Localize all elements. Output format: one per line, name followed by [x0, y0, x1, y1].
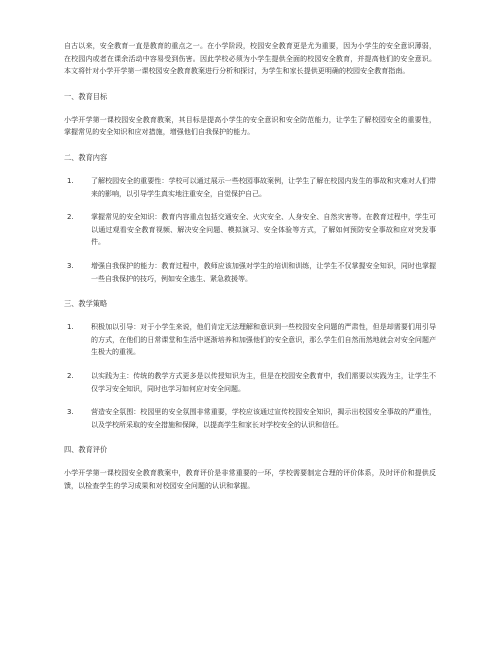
list-text: 以实践为主：传统的教学方式更多是以传授知识为主，但是在校园安全教育中，我们需要以实践为主，让学生不仅学习安全知识，同时也学习如何应对安全问题。: [91, 371, 436, 393]
list-number: 3.: [67, 408, 74, 417]
list-item: [64, 211, 436, 249]
intro-paragraph: 自古以来，安全教育一直是教育的重点之一。在小学阶段，校园安全教育更是尤为重要，因为小学生的安全意识薄弱，在校园内或者在课余活动中容易受到伤害。因此学校必须为小学生提供全面的校园安全教育，并提高他们的安全意识。本文将针对小学开学第一课校园安全教育教案进行分析和探讨，为学生和家长提供更明确的校园安全教育指南。: [64, 42, 436, 76]
list-text: 营造安全氛围：校园里的安全氛围非常重要，学校应该通过宣传校园安全知识，揭示出校园安全事故的严重性，以及学校所采取的安全措施和保障，以提高学生和家长对学校安全的认识和信任。: [91, 408, 436, 429]
section-heading-strategy: 三、教学策略: [64, 299, 108, 309]
section-heading-content: 二、教育内容: [64, 152, 108, 162]
list-item: [64, 321, 436, 359]
list-item: [64, 370, 436, 395]
list-item: [64, 260, 436, 285]
list-text: 积极加以引导：对于小学生来说，他们肯定无法理解和意识到一些校园安全问题的严肃性，但是却需要们用引导的方式，在他们的日常课堂和生活中逐渐培养和加强他们的安全意识，那么学生们自然而然地就会对安全问题产生极大的重视。: [91, 323, 436, 357]
list-item: [64, 175, 436, 200]
list-number: 2.: [67, 213, 74, 222]
list-number: 1.: [67, 323, 74, 332]
list-text: 了解校园安全的重要性：学校可以通过展示一些校园事故案例，让学生了解在校园内发生的事故和灾难对人们带来的影响，以引导学生真实地注重安全，自觉保护自己。: [91, 176, 436, 198]
list-number: 1.: [67, 176, 74, 185]
list-text: 掌握常见的安全知识：教育内容重点包括交通安全、火灾安全、人身安全、自然灾害等。在教育过程中，学生可以通过观看安全教育视频、解决安全问题、模拟演习、安全体验等方式，了解如何预防安全事故和应对突发事件。: [91, 213, 436, 247]
section-heading-evaluation: 四、教育评价: [64, 445, 108, 455]
list-number: 2.: [67, 371, 74, 380]
list-item: [64, 406, 436, 431]
section-heading-goals: 一、教育目标: [64, 91, 108, 101]
section-paragraph-goals: 小学开学第一课校园安全教育教案，其目标是提高小学生的安全意识和安全防范能力，让学生了解校园安全的重要性，掌握常见的安全知识和应对措施，增强他们自我保护的能力。: [64, 115, 436, 137]
section-paragraph-evaluation: 小学开学第一课校园安全教育教案中，教育评价是非常重要的一环，学校需要制定合理的评价体系，及时评价和提供反馈，以检查学生的学习成果和对校园安全问题的认识和掌握。: [64, 469, 436, 490]
document-page: [64, 40, 436, 492]
list-text: 增强自我保护的能力：教育过程中，教师应该加强对学生的培训和训练，让学生不仅掌握安全知识，同时也掌握一些自我保护的技巧，例如安全逃生、紧急救援等。: [91, 261, 436, 283]
list-number: 3.: [67, 261, 74, 270]
